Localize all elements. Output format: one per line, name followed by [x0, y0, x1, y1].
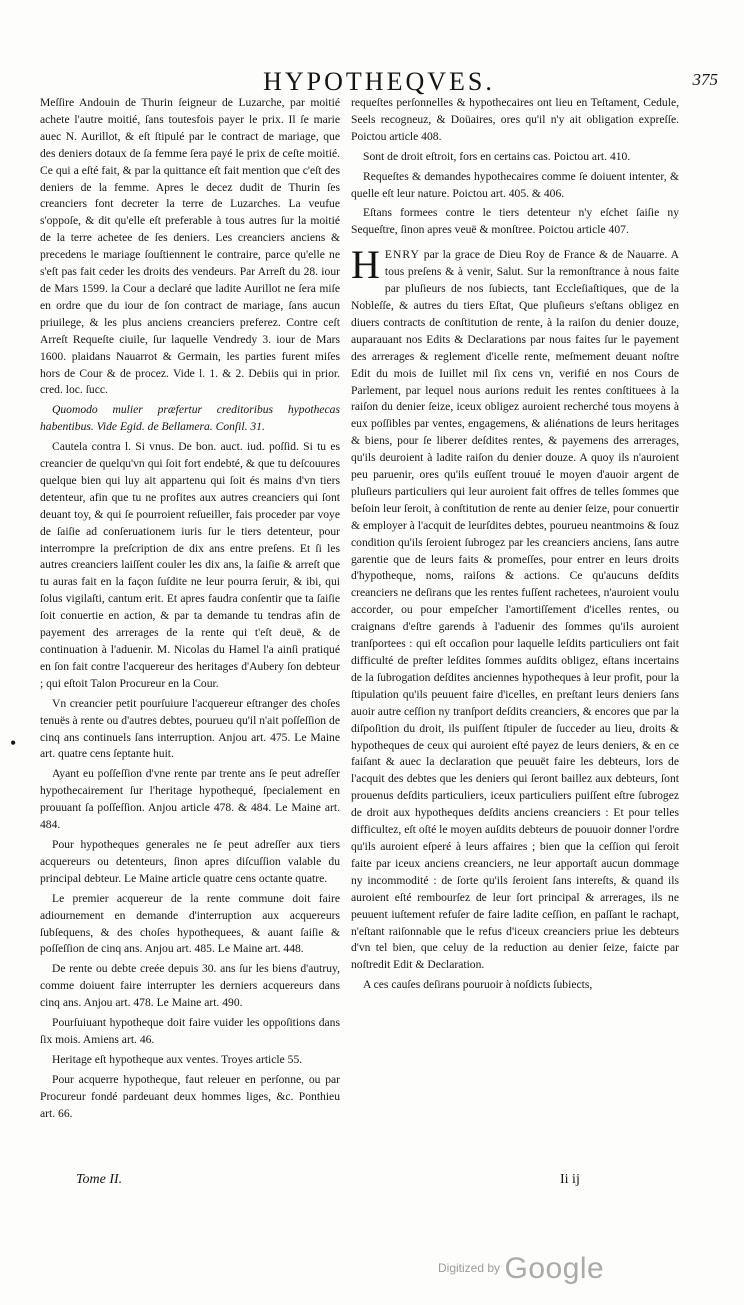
margin-mark: • — [10, 733, 17, 753]
paragraph: Quomodo mulier præfertur creditoribus hypothecas habentibus. Vide Egid. de Bellamera. Conſil. 31. — [40, 403, 340, 434]
paragraph: Le premier acquereur de la rente commune doit faire adiournement en demande d'interruption aux acquereurs ſubſequens, & des choſes hypothequees, & auant ſaiſie & poſſeſſion de cinq ans. Anjou art. 485. Le Maine art. 448. — [40, 891, 340, 956]
lead-word: ENRY — [384, 248, 420, 262]
paragraph: Pour acquerre hypotheque, faut releuer en perſonne, ou par Procureur fondé pardeuant deux hommes liges, &c. Ponthieu art. 66. — [40, 1072, 340, 1120]
paragraph: A ces cauſes deſirans pouruoir à noſdicts ſubiects, — [363, 978, 593, 992]
digitized-watermark — [438, 1252, 604, 1286]
right-column — [351, 95, 679, 997]
paragraph: Pourſuiuant hypotheque doit faire vuider les oppoſitions dans ſix mois. Amiens art. 46. — [40, 1016, 340, 1046]
paragraph: Sont de droit eſtroit, fors en certains cas. Poictou art. 410. — [363, 149, 631, 163]
volume-label: Tome II. — [76, 1172, 123, 1187]
page-number: 375 — [692, 70, 718, 89]
watermark-prefix: Digitized by — [438, 1261, 501, 1275]
paragraph: Vn creancier petit pourſuiure l'acquereur eſtranger des choſes tenuës à rente ou d'autres debtes, pourueu qu'il n'ait poſſeſſion de cinq ans continuels ſans interruption. Anjou art. 475. Le Maine art. quatre cens ſeptante huit. — [40, 696, 340, 761]
paragraph: Pour hypotheques generales ne ſe peut adreſſer aux tiers acquereurs ou detenteurs, ſinon apres diſcuſſion valable du principal debteur. Le Maine article quatre cens octante quatre. — [40, 837, 340, 885]
left-column — [40, 95, 340, 1125]
google-logo: Google — [504, 1252, 605, 1285]
running-title: HYPOTHEQVES. — [263, 67, 495, 96]
paragraph: Requeſtes & demandes hypothecaires comme ſe doiuent intenter, & quelle eſt leur nature. Poictou art. 405. & 406. — [351, 169, 679, 200]
paragraph: Cautela contra l. Si vnus. De bon. auct. iud. poſſid. Si tu es creancier de quelqu'vn qui ſoit fort endebté, & que tu deſcouures quelque bien qui luy ait appartenu qui ſoit és mains d'vn tiers detenteur, afin que tu ne profites aux autres creanciers qui ſont deuant toy, & qui ſe pourroient reſueiller, fais proceder par voye de ſaiſie ad conſeruationem iuris ſur le tiers detenteur, pour interrompre la preſcription de dix ans entre preſens. Et ſi les autres creanciers laiſſent couler les dix ans, la ſaiſie & arreſt que tu auras fait en la façon ſuſdite ne leur pourra ſeruir, & ibi, qui ſolus vigilaſti, cantum erit. Et apres faudra conſentir que ta ſaiſie ſoit conuertie en action, & par ta demande tu tendras afin de payement des arrerages de la rente qui t'eſt deuë, & de continuation à l'aduenir. M. Nicolas du Hamel l'a ainſi pratiqué en ſon fait contre l'acquereur des heritages d'Aubery ſon debteur ; qui eſtoit Talon Procureur en la Cour. — [40, 440, 340, 690]
paragraph: Eſtans formees contre le tiers detenteur n'y eſchet ſaiſie ny Sequeſtre, ſinon apres veuë & monſtree. Poictou article 407. — [351, 206, 679, 237]
drop-cap: H — [351, 242, 380, 288]
paragraph: Ayant eu poſſeſſion d'vne rente par trente ans ſe peut adreſſer hypothecairement ſur l'heritage hypothequé, ſpecialement en prouuant ſa poſſeſſion. Anjou article 478. & 484. Le Maine art. 484. — [40, 767, 340, 832]
edict-text: par la grace de Dieu Roy de France & de Nauarre. A tous preſens & à venir, Salut. Sur la remonſtrance à nous faite par pluſieurs de nos ſubiects, tant Eccleſiaſtiques, que de la Nobleſſe, & autres du tiers Eſtat, Que pluſieurs s'eſtans obligez en diuers contracts de conſtitution de rente, à la raiſon du denier douze, auparauant nos Edits & Declarations par nous faites ſur le payement des arrerages & reglement d'icelle rente, meſmement deuant noſtre Edit du mois de Iuillet mil ſix cens vn, verifié en nos Cours de Parlement, par lequel nous aurions reduit les rentes conſtituees à la raiſon du denier ſeize, iceux obligez auroient recherché tous moyens à eux poſſibles par ventes, engagemens, & aliénations de leurs heritages & biens, pour ſe liberer deſdites rentes, & payemens des arrerages, qu'ils deuroient à ladite raiſon du denier douze. A quoy ils n'auroient peu paruenir, ores qu'ils euſſent trouué le moyen d'auoir argent de pluſieurs particuliers qui leur auroient fait offres de telles ſommes que beſoin leur ſeroit, à conſtitution de rente au denier ſeize, pour conuertir & employer à l'acquit de leurſdites debtes, pourueu neantmoins & ſouz condition qu'ils ſeroient ſubrogez par les creanciers anciens, ſans autre garentie que de leurs faits & promeſſes, pour entrer en leurs droits d'hypotheque, noms, raiſons & actions. Ce qu'aucuns deſdits creanciers ne deſirans que les rentes fuſſent rachetees, n'auroient voulu accorder, ou pour empeſcher l'amortiſſement d'icelles rentes, ou craignans d'eſtre garends à l'aduenir des ſommes qu'ils auroient tranſportees : qui eſt occaſion pour laquelle leſdits particuliers ont fait difficulté de preſter leſdites ſommes auſdits obligez, eſtans incertains de la ſubrogation deſdites anciennes hypotheques à leur profit, pour la ſtipulation qu'ils peuuent faire d'icelles, en preſtant leurs deniers ſans auoir autre ceſſion ny tranſport deſdits creanciers, & encores que par la diſpoſition du droit, ils puiſſent ſtipuler de ſucceder au lieu, droits & hypotheques de ceux qui auroient eſté payez de leurs deniers, & en ce faiſant & auec la declaration que peuuët faire les debteurs, lors de l'acquit des debtes que les deniers qui ſeront baillez aux debteurs, ſont prouenus deſdits particuliers, iceux particuliers puiſſent eſtre ſubrogez de droit aux hypotheques deſdits anciens creanciers : Et pour telles difficultez, eſt oſté le moyen auſdits debteurs de pouuoir donner l'ordre qu'ils auroient eſperé à leurs affaires ; bien que la ceſſion qui ſeroit faite par iceux anciens creanciers, ne leur apportaſt aucun dommage ny incommodité : de ſorte qu'ils ſeroient ſans intereſts, & quand ils auroient eſté rembourſez de leur ſort principal & arrerages, ils ne peuuent iuſtement refuſer de faire ladite ceſſion, en paſſant le rachapt, n'eſtant raiſonnable que le refus d'iceux creanciers priue les debteurs d'vn tel bien, que celuy de la reduction au denier ſeize, faicte par noſtredit Edit & Declaration. — [351, 248, 679, 972]
signature-mark: Ii ij — [560, 1172, 580, 1187]
paragraph: Heritage eſt hypotheque aux ventes. Troyes article 55. — [52, 1052, 303, 1066]
paragraph: De rente ou debte creée depuis 30. ans ſur les biens d'autruy, comme doiuent faire interrupter les derniers acquereurs dans cinq ans. Anjou art. 478. Le Maine art. 490. — [40, 962, 340, 1010]
edict-paragraph — [351, 242, 679, 974]
paragraph: requeſtes perſonnelles & hypothecaires ont lieu en Teſtament, Cedule, Seels recogneuz, & Doüaires, ores qu'il n'y ait obligation expreſſe. Poictou article 408. — [351, 96, 679, 143]
paragraph: Meſſire Andouin de Thurin ſeigneur de Luzarche, par moitié achete l'autre moitié, ſans toutesfois payer le prix. Il ſe marie auec N. Aurillot, & eſt ſtipulé par le contract de mariage, que des deniers dotaux de ſa femme ſera payé le prix de ceſte moitié. Ce qui a eſté fait, & par la quittance eſt fait mention que c'eſt des deniers de la femme. Apres le decez dudit de Thurin ſes creanciers font decreter la terre de Luzarches. La veufue s'oppoſe, & dit qu'elle eſt preferable à tous autres ſur la moitié de la terre achetee de ſes deniers. Les creanciers anciens & precedens le mariage ſouſtiennent le contraire, parce qu'elle ne s'eſt pas fait ceder les droits des vendeurs. Par Arreſt du 28. iour de Mars 1599. la Cour a declaré que ladite Aurillot ne ſera miſe en ordre que du iour de ſon contract de mariage, ſans aucun priuilege, & les plus anciens creanciers preferez. Contre ceſt Arreſt Requeſte ciuile, ſur laquelle Vendredy 3. iour de Mars 1600. plaidans Nauarrot & Germain, les parties furent miſes hors de Cour & de procez. Vide l. 1. & 2. Debiis qui in prior. cred. loc. ſucc. — [40, 96, 340, 397]
